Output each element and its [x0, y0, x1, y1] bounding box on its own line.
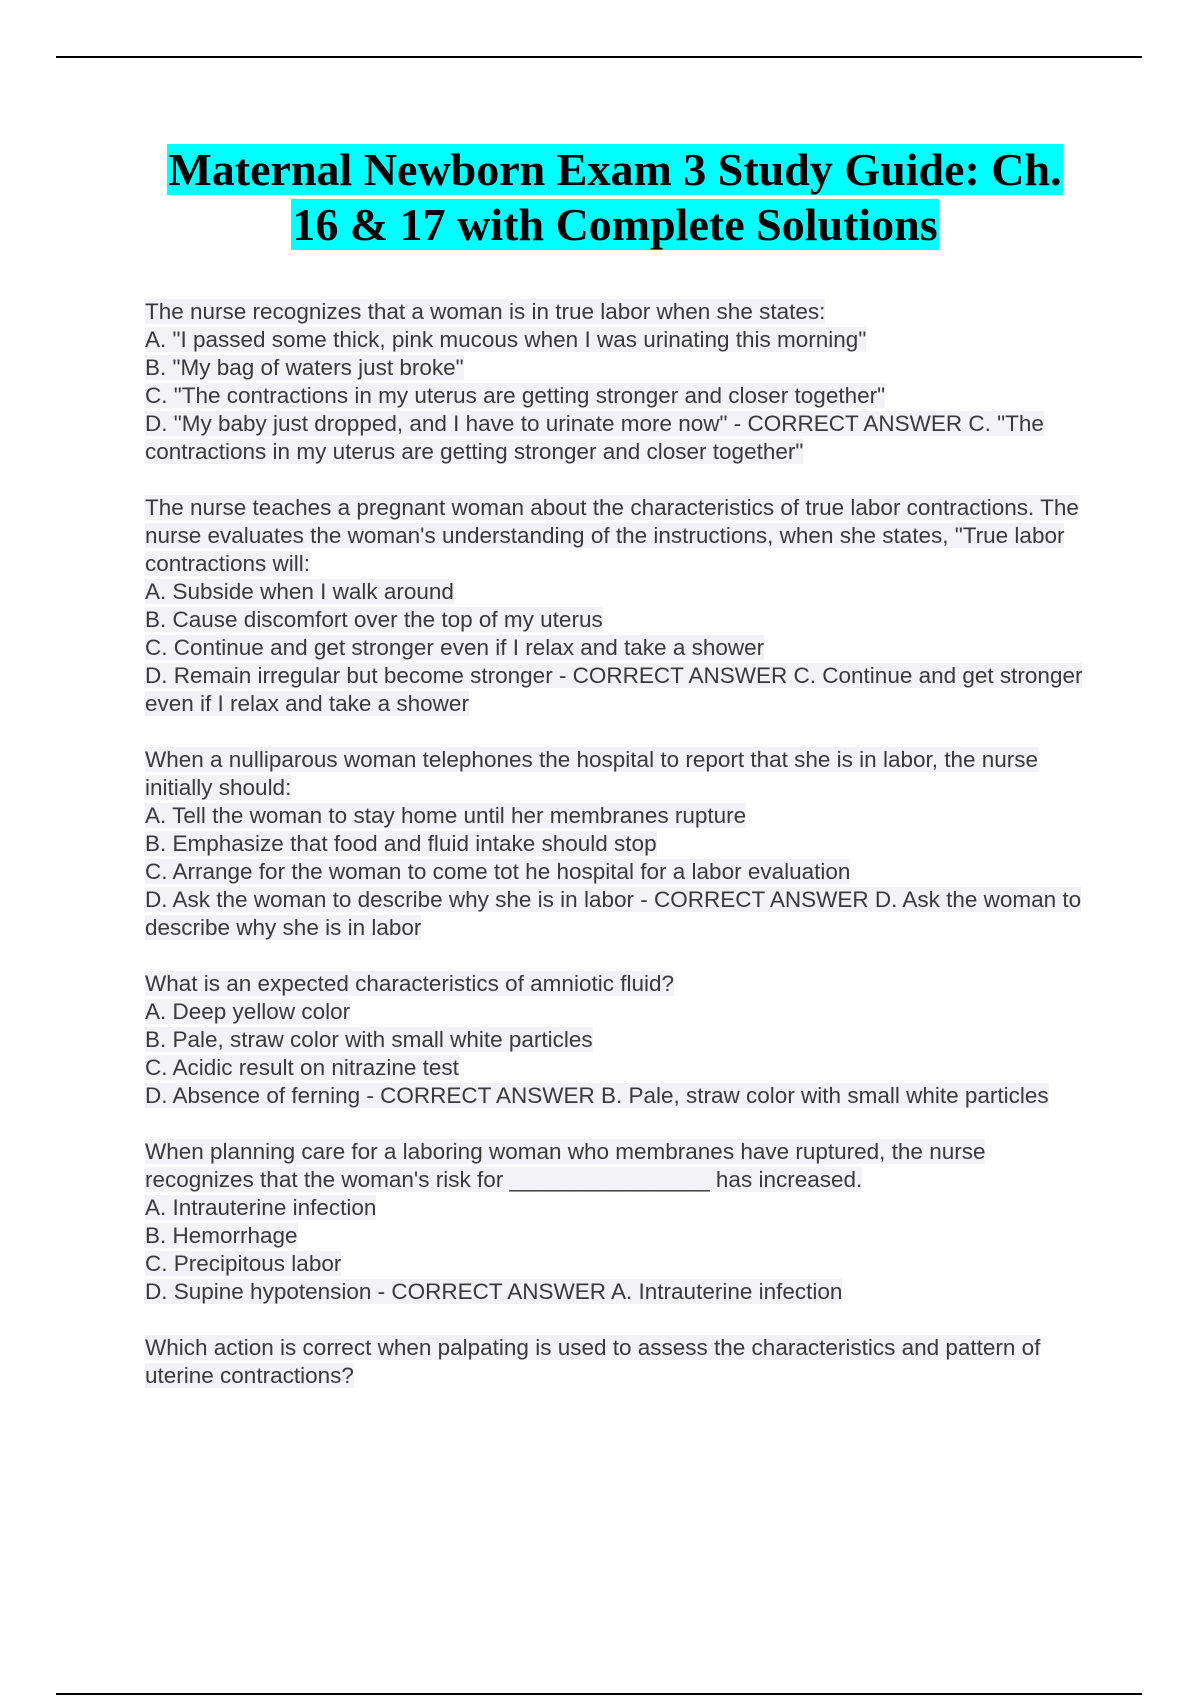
option-a: A. Subside when I walk around: [145, 579, 454, 604]
question-block: [145, 970, 1090, 1110]
option-b: B. Hemorrhage: [145, 1223, 298, 1248]
question-block: [145, 746, 1090, 942]
question-stem: The nurse recognizes that a woman is in true labor when she states:: [145, 299, 826, 324]
question-stem: What is an expected characteristics of amniotic fluid?: [145, 971, 674, 996]
option-c: C. Continue and get stronger even if I relax and take a shower: [145, 635, 765, 660]
option-d-with-answer: D. Supine hypotension - CORRECT ANSWER A. Intrauterine infection: [145, 1279, 843, 1304]
option-c: C. Acidic result on nitrazine test: [145, 1055, 459, 1080]
question-block: [145, 1334, 1090, 1390]
question-stem: Which action is correct when palpating is used to assess the characteristics and pattern of uterine contractions?: [145, 1335, 1041, 1388]
option-b: B. Emphasize that food and fluid intake should stop: [145, 831, 657, 856]
option-b: B. Pale, straw color with small white particles: [145, 1027, 593, 1052]
question-stem: When planning care for a laboring woman who membranes have ruptured, the nurse recognizes that the woman's risk for ________________ has increased.: [145, 1139, 986, 1192]
option-d-with-answer: D. Remain irregular but become stronger - CORRECT ANSWER C. Continue and get stronger even if I relax and take a shower: [145, 663, 1083, 716]
option-a: A. "I passed some thick, pink mucous when I was urinating this morning": [145, 327, 867, 352]
document-title: [140, 142, 1090, 252]
option-d-with-answer: D. Absence of ferning - CORRECT ANSWER B. Pale, straw color with small white particles: [145, 1083, 1049, 1108]
option-d-with-answer: D. "My baby just dropped, and I have to urinate more now" - CORRECT ANSWER C. "The contractions in my uterus are getting stronger and closer together": [145, 411, 1044, 464]
question-block: [145, 298, 1090, 466]
top-rule: [56, 56, 1142, 58]
question-block: [145, 494, 1090, 718]
question-block: [145, 1138, 1090, 1306]
option-a: A. Tell the woman to stay home until her membranes rupture: [145, 803, 747, 828]
option-d-with-answer: D. Ask the woman to describe why she is in labor - CORRECT ANSWER D. Ask the woman to describe why she is in labor: [145, 887, 1082, 940]
option-b: B. "My bag of waters just broke": [145, 355, 464, 380]
option-a: A. Intrauterine infection: [145, 1195, 377, 1220]
option-b: B. Cause discomfort over the top of my uterus: [145, 607, 603, 632]
bottom-rule: [56, 1693, 1142, 1695]
question-stem: The nurse teaches a pregnant woman about the characteristics of true labor contractions. The nurse evaluates the woman's understanding of the instructions, when she states, "True labor contractions will:: [145, 495, 1079, 576]
option-c: C. "The contractions in my uterus are getting stronger and closer together": [145, 383, 886, 408]
question-stem: When a nulliparous woman telephones the hospital to report that she is in labor, the nurse initially should:: [145, 747, 1039, 800]
question-list: [145, 298, 1090, 1418]
title-line-2: 16 & 17 with Complete Solutions: [292, 199, 938, 250]
title-line-1: Maternal Newborn Exam 3 Study Guide: Ch.: [168, 144, 1062, 195]
option-c: C. Precipitous labor: [145, 1251, 342, 1276]
option-c: C. Arrange for the woman to come tot he hospital for a labor evaluation: [145, 859, 851, 884]
option-a: A. Deep yellow color: [145, 999, 351, 1024]
